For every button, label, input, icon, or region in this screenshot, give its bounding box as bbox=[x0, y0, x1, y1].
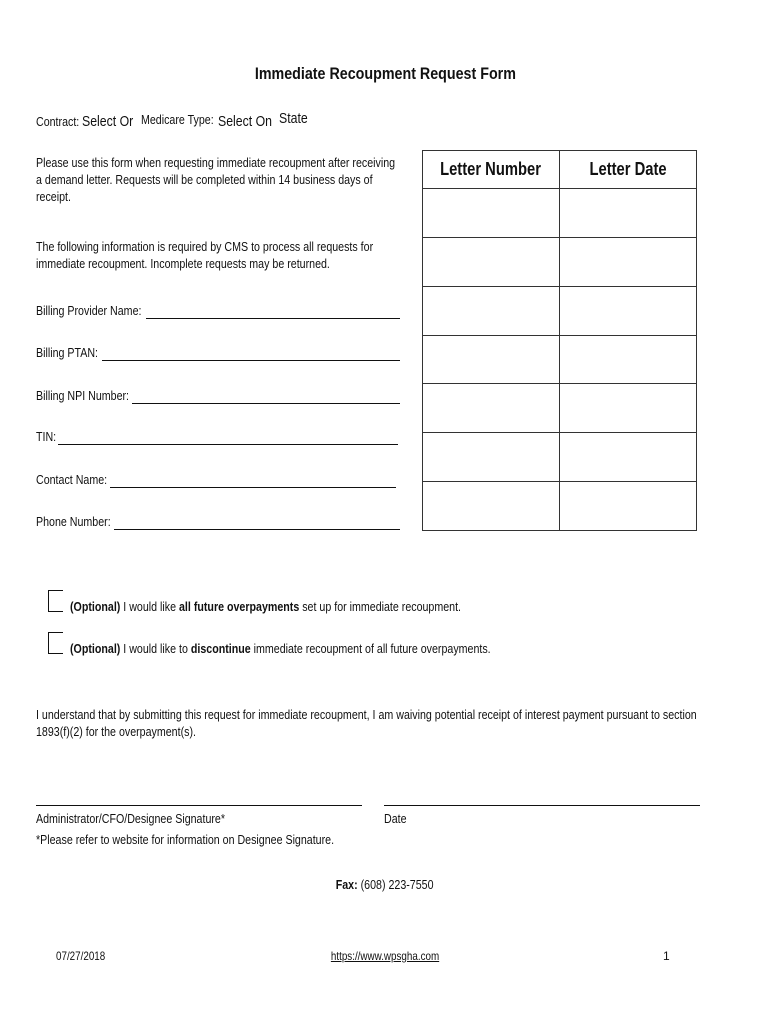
contact-name-field[interactable] bbox=[110, 487, 396, 488]
letter-number-cell[interactable] bbox=[423, 433, 560, 482]
intro-paragraph-1: Please use this form when requesting immediate recoupment after receiving a demand letter. Requests will be completed within 14 business days of receipt. bbox=[36, 155, 396, 204]
billing-npi-label: Billing NPI Number: bbox=[36, 388, 130, 403]
phone-number-label: Phone Number: bbox=[36, 514, 111, 529]
letter-number-cell[interactable] bbox=[423, 286, 560, 335]
contact-name-label: Contact Name: bbox=[36, 472, 108, 487]
letter-table-header bbox=[423, 151, 697, 189]
future-overpayments-option: (Optional) I would like all future overpayments set up for immediate recoupment. bbox=[70, 599, 462, 614]
page-title: Immediate Recoupment Request Form bbox=[254, 64, 516, 83]
state-select[interactable]: State bbox=[279, 110, 308, 127]
table-row bbox=[423, 384, 697, 433]
tin-label: TIN: bbox=[36, 429, 57, 444]
date-field[interactable] bbox=[384, 805, 700, 806]
table-row bbox=[423, 286, 697, 335]
signature-field[interactable] bbox=[36, 805, 362, 806]
billing-ptan-field[interactable] bbox=[102, 360, 400, 361]
letter-number-cell[interactable] bbox=[423, 335, 560, 384]
letter-number-cell[interactable] bbox=[423, 237, 560, 286]
letter-number-cell[interactable] bbox=[423, 384, 560, 433]
discontinue-option: (Optional) I would like to discontinue immediate recoupment of all future overpayments. bbox=[70, 641, 491, 656]
letter-date-header: Letter Date bbox=[560, 151, 697, 189]
table-row bbox=[423, 433, 697, 482]
letter-date-cell[interactable] bbox=[560, 286, 697, 335]
tin-field[interactable] bbox=[58, 444, 398, 445]
letter-date-cell[interactable] bbox=[560, 482, 697, 531]
acknowledgement-text: I understand that by submitting this request for immediate recoupment, I am waiving potential receipt of interest payment pursuant to section 1893(f)(2) for the overpayment(s). bbox=[36, 707, 697, 739]
billing-provider-name-label: Billing Provider Name: bbox=[36, 303, 142, 318]
billing-ptan-label: Billing PTAN: bbox=[36, 345, 99, 360]
phone-number-field[interactable] bbox=[114, 529, 400, 530]
contract-select[interactable]: Select Or bbox=[82, 113, 134, 130]
discontinue-checkbox[interactable] bbox=[48, 632, 63, 654]
table-row bbox=[423, 335, 697, 384]
intro-paragraph-2: The following information is required by CMS to process all requests for immediate recoupment. Incomplete requests may be returned. bbox=[36, 239, 374, 271]
letter-date-cell[interactable] bbox=[560, 189, 697, 238]
table-row bbox=[423, 189, 697, 238]
table-row bbox=[423, 482, 697, 531]
letter-date-cell[interactable] bbox=[560, 237, 697, 286]
fax-line: Fax: (608) 223-7550 bbox=[336, 877, 434, 892]
letter-number-cell[interactable] bbox=[423, 482, 560, 531]
medicare-type-label: Medicare Type: bbox=[141, 112, 214, 127]
table-row bbox=[423, 237, 697, 286]
website-link[interactable]: https://www.wpsgha.com bbox=[330, 949, 440, 963]
letter-table bbox=[422, 150, 697, 531]
footer-link-wrap bbox=[0, 949, 770, 963]
signature-label: Administrator/CFO/Designee Signature* bbox=[36, 811, 226, 826]
billing-provider-name-field[interactable] bbox=[146, 318, 400, 319]
future-overpayments-checkbox[interactable] bbox=[48, 590, 63, 612]
date-label: Date bbox=[384, 811, 407, 826]
letter-number-header: Letter Number bbox=[423, 151, 560, 189]
billing-npi-field[interactable] bbox=[132, 403, 400, 404]
designee-note: *Please refer to website for information on Designee Signature. bbox=[36, 832, 335, 847]
contract-label: Contract: bbox=[36, 114, 80, 129]
letter-number-cell[interactable] bbox=[423, 189, 560, 238]
letter-date-cell[interactable] bbox=[560, 384, 697, 433]
letter-date-cell[interactable] bbox=[560, 335, 697, 384]
page-number: 1 bbox=[663, 949, 670, 963]
medicare-type-select[interactable]: Select On bbox=[218, 113, 273, 130]
letter-date-cell[interactable] bbox=[560, 433, 697, 482]
footer-date: 07/27/2018 bbox=[56, 949, 106, 963]
